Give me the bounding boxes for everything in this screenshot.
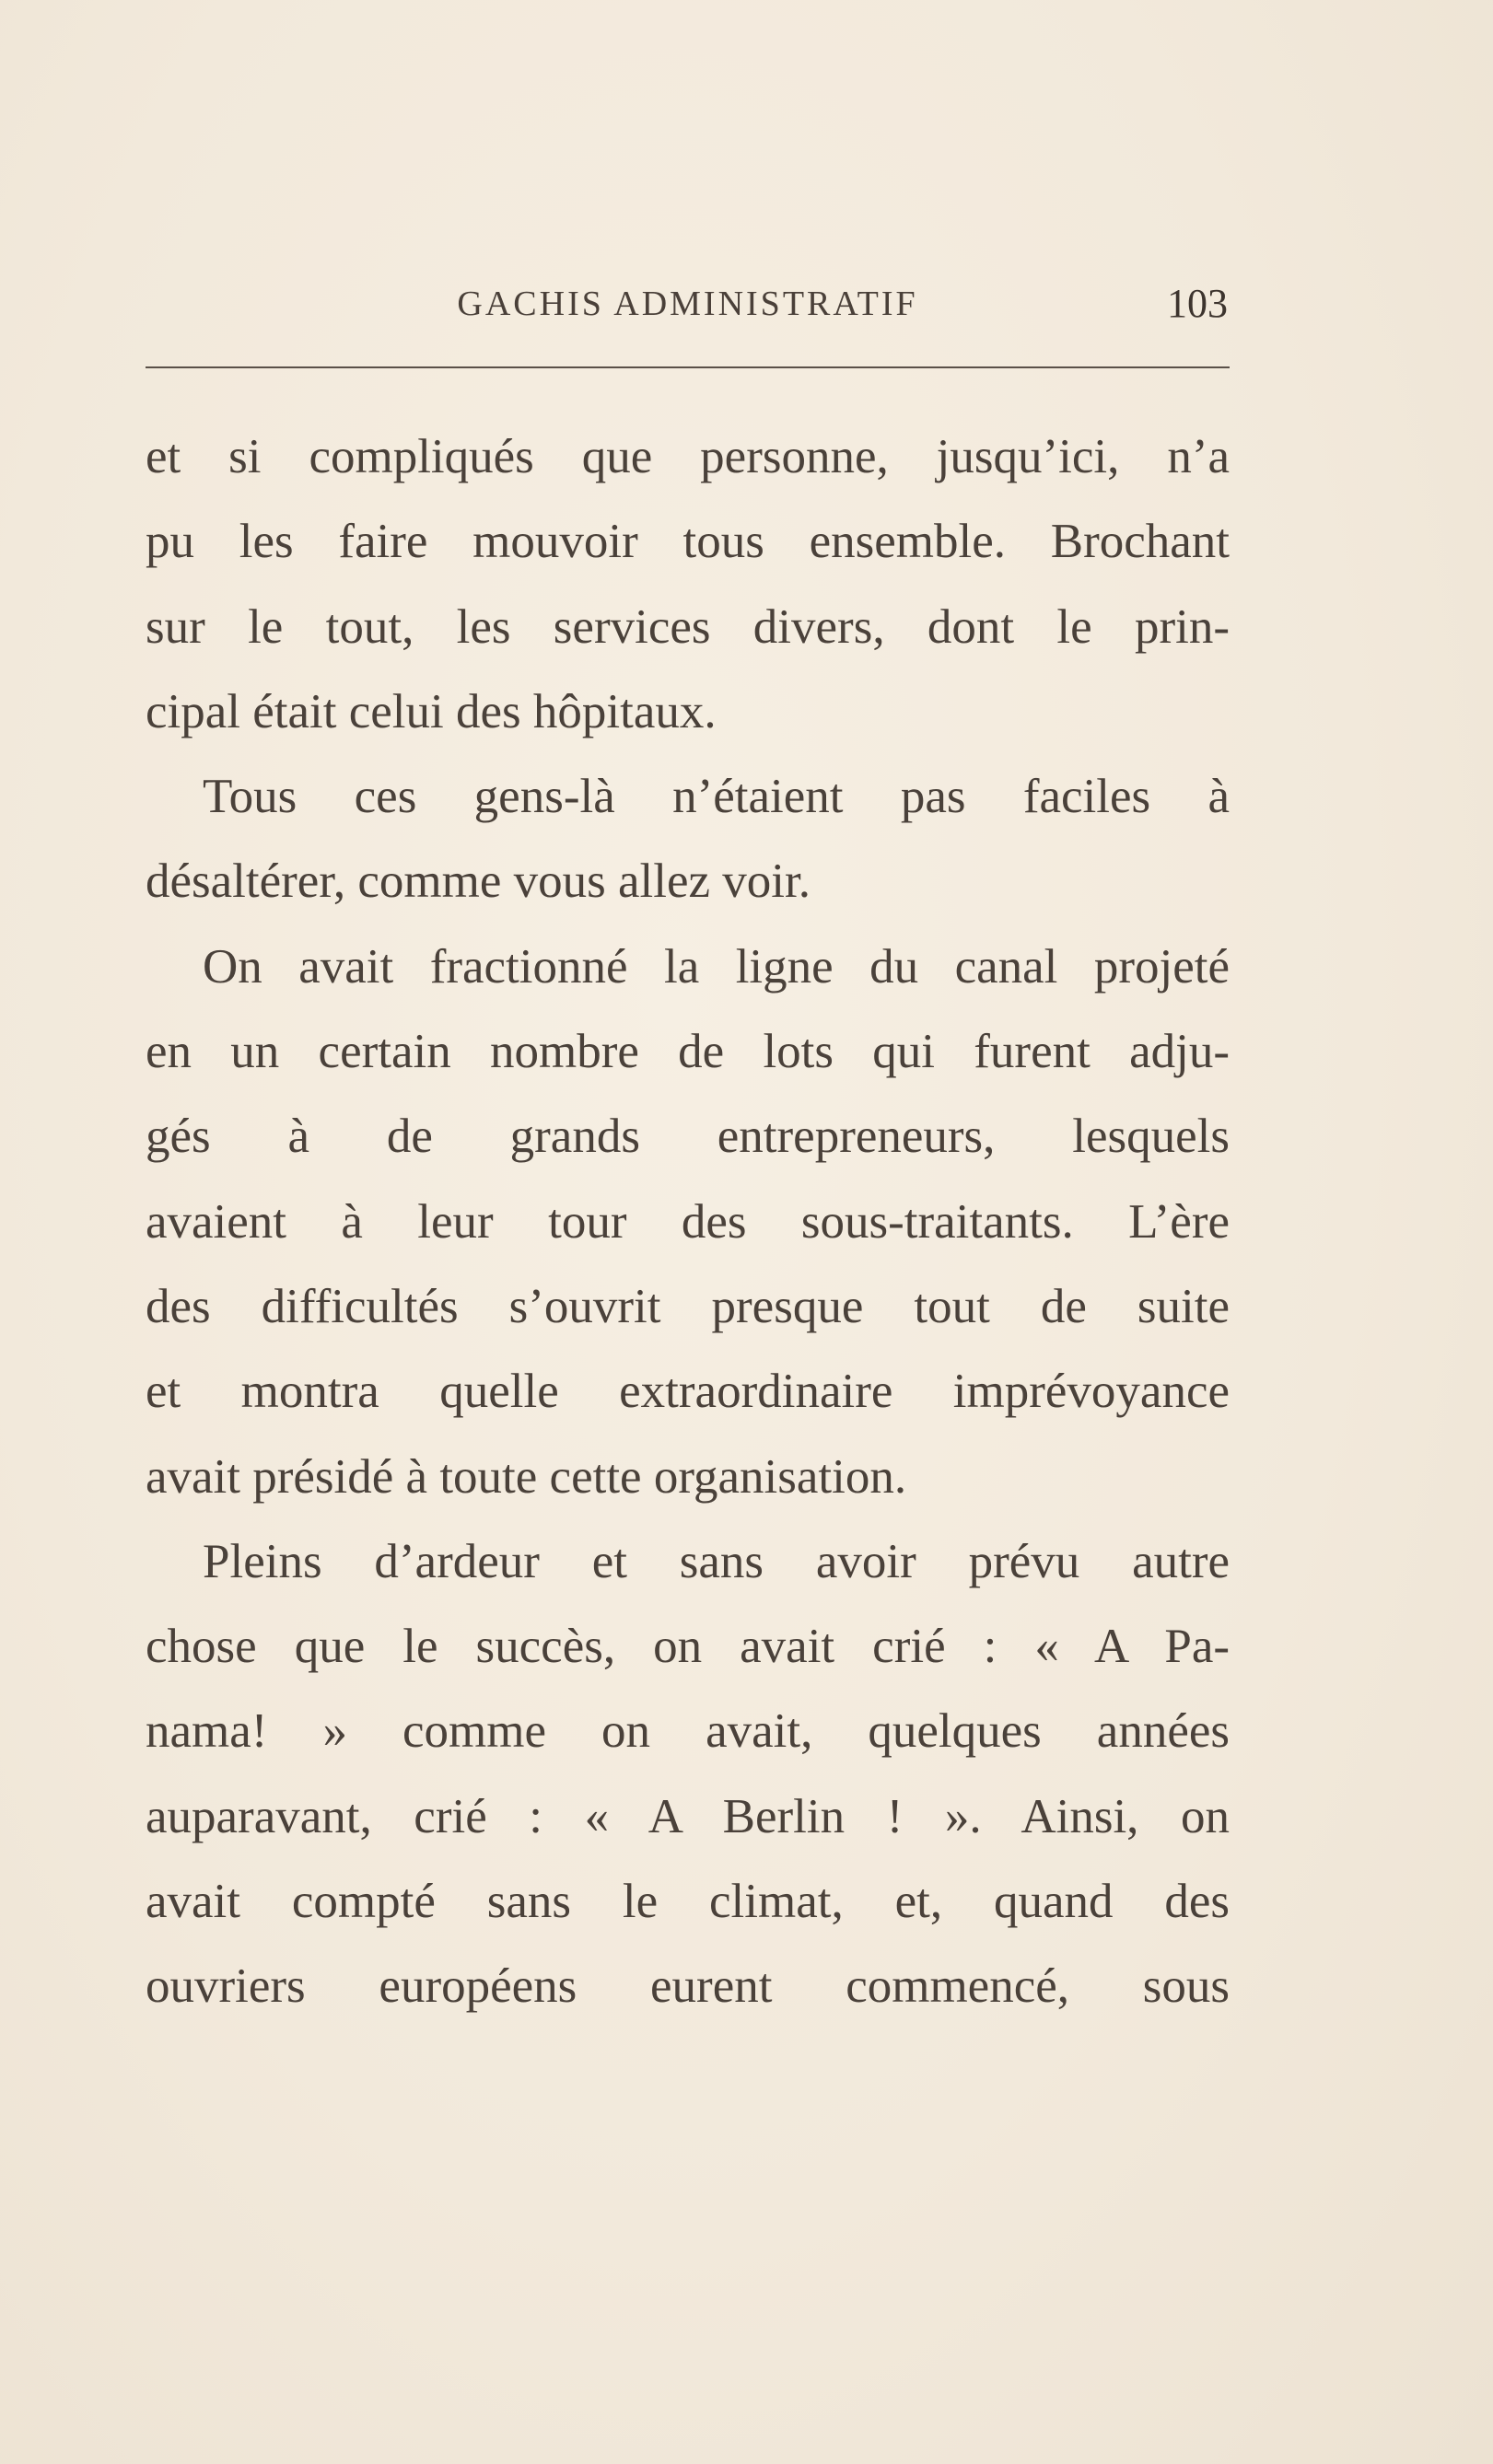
- text-line: cipal était celui des hôpitaux.: [146, 684, 717, 738]
- header-rule: [146, 366, 1230, 368]
- text-line: et montra quelle extraordinaire imprévoyance: [146, 1365, 1230, 1419]
- text-line: et si compliqués que personne, jusqu’ici, n’a: [146, 430, 1230, 483]
- text-line: On avait fractionné la ligne du canal projeté: [203, 939, 1230, 994]
- text-line: avaient à leur tour des sous-traitants. L’ère: [146, 1194, 1230, 1249]
- text-line: Tous ces gens-là n’étaient pas faciles à: [203, 770, 1230, 824]
- text-line: gés à de grands entrepreneurs, lesquels: [146, 1110, 1230, 1164]
- text-line: pu les faire mouvoir tous ensemble. Brochant: [146, 515, 1230, 569]
- text-line: avait présidé à toute cette organisation.: [146, 1449, 907, 1504]
- text-line: auparavant, crié : « A Berlin ! ». Ainsi, on: [146, 1789, 1230, 1843]
- text-line: Pleins d’ardeur et sans avoir prévu autre: [203, 1534, 1230, 1588]
- text-line: chose que le succès, on avait crié : « A Pa-: [146, 1620, 1230, 1674]
- running-title: GACHIS ADMINISTRATIF: [457, 285, 918, 323]
- text-line: désaltérer, comme vous allez voir.: [146, 854, 811, 909]
- text-line: nama! » comme on avait, quelques années: [146, 1704, 1230, 1759]
- text-line: sur le tout, les services divers, dont le prin-: [146, 599, 1230, 654]
- page-number: 103: [1167, 281, 1228, 326]
- body-text: [146, 414, 1230, 2029]
- page-header: [146, 276, 1230, 331]
- text-line: ouvriers européens eurent commencé, sous: [146, 1959, 1230, 2014]
- text-line: avait compté sans le climat, et, quand des: [146, 1875, 1230, 1929]
- text-line: en un certain nombre de lots qui furent adju-: [146, 1025, 1230, 1079]
- text-line: des difficultés s’ouvrit presque tout de suite: [146, 1279, 1230, 1333]
